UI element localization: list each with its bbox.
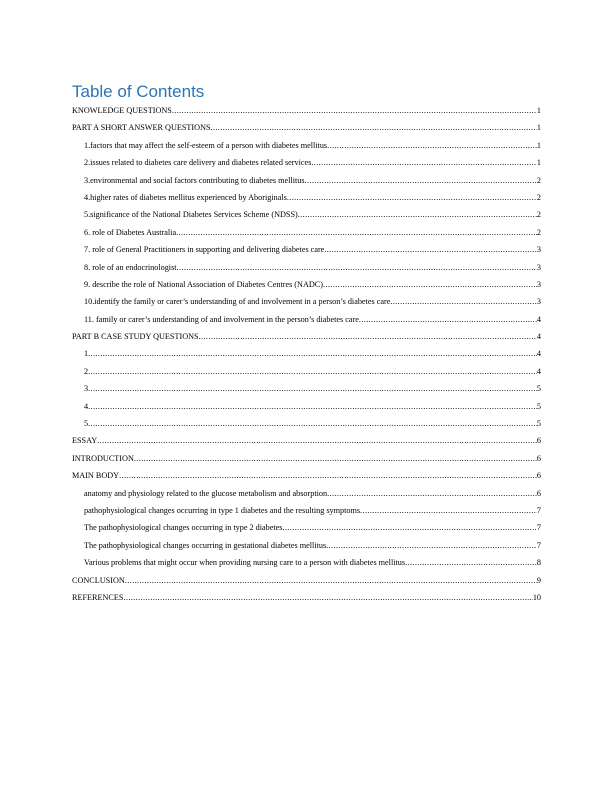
toc-entry-text: MAIN BODY (72, 471, 120, 481)
toc-entry[interactable] (72, 260, 541, 277)
toc-entry[interactable] (72, 312, 541, 329)
toc-entry-text: The pathophysiological changes occurring in type 2 diabetes (84, 523, 283, 533)
toc-leader-dots (324, 242, 537, 257)
toc-entry-text: 2 (84, 366, 89, 376)
toc-leader-dots (359, 312, 537, 327)
toc-page-number: 4 (536, 314, 541, 324)
toc-entry[interactable] (72, 277, 541, 294)
toc-entry-text: 3 (84, 384, 89, 394)
toc-page-number: 6 (536, 471, 541, 481)
toc-entry-text: Various problems that might occur when providing nursing care to a person with diabetes mellitus (84, 558, 406, 568)
toc-entry-text: KNOWLEDGE QUESTIONS (72, 106, 172, 115)
toc-page-number: 2 (536, 175, 541, 185)
toc-entry-text: 10.identify the family or carer’s understanding of and involvement in a person’s diabetes care (84, 297, 391, 307)
toc-page-number: 7 (536, 540, 541, 550)
toc-leader-dots (177, 260, 537, 275)
toc-page-number: 7 (536, 523, 541, 533)
toc-leader-dots (119, 468, 537, 483)
toc-page-number: 3 (536, 262, 541, 272)
toc-page-number: 10 (532, 592, 541, 602)
toc-entry[interactable] (72, 433, 541, 450)
toc-leader-dots (405, 555, 537, 570)
toc-entry[interactable] (72, 242, 541, 259)
toc-entry-text: PART B CASE STUDY QUESTIONS (72, 332, 199, 342)
toc-page-number: 5 (536, 401, 541, 411)
toc-entry[interactable] (72, 294, 541, 311)
toc-entry[interactable] (72, 381, 541, 398)
toc-entry[interactable] (72, 538, 541, 555)
toc-entry-text: The pathophysiological changes occurring in gestational diabetes mellitus (84, 540, 327, 550)
toc-leader-dots (88, 399, 537, 414)
toc-entry-text: 4 (84, 401, 89, 411)
toc-leader-dots (360, 503, 537, 518)
toc-entry[interactable] (72, 590, 541, 607)
toc-leader-dots (172, 103, 537, 118)
toc-page-number: 6 (536, 436, 541, 446)
toc-leader-dots (88, 346, 537, 361)
toc-page-number: 1 (536, 106, 541, 115)
toc-page-number: 4 (536, 349, 541, 359)
toc-entry[interactable] (72, 520, 541, 537)
toc-entry[interactable] (72, 173, 541, 190)
toc-leader-dots (390, 294, 537, 309)
toc-entry-text: 9. describe the role of National Association of Diabetes Centres (NADC) (84, 279, 323, 289)
table-of-contents (72, 103, 541, 607)
toc-page-number: 8 (536, 558, 541, 568)
toc-entry[interactable] (72, 468, 541, 485)
toc-page-number: 1 (536, 123, 541, 133)
toc-entry-text: PART A SHORT ANSWER QUESTIONS (72, 123, 211, 133)
toc-entry-text: 6. role of Diabetes Australia (84, 227, 177, 237)
toc-leader-dots (123, 590, 532, 605)
toc-entry-text: 1.factors that may affect the self-esteem of a person with diabetes mellitus (84, 140, 328, 150)
toc-entry-text: CONCLUSION (72, 575, 125, 585)
toc-page-number: 7 (536, 505, 541, 515)
toc-page-number: 1 (536, 140, 541, 150)
toc-entry[interactable] (72, 155, 541, 172)
toc-entry[interactable] (72, 451, 541, 468)
toc-entry[interactable] (72, 207, 541, 224)
toc-page-number: 2 (536, 192, 541, 202)
toc-entry-text: INTRODUCTION (72, 453, 134, 463)
toc-entry[interactable] (72, 555, 541, 572)
toc-leader-dots (134, 451, 537, 466)
toc-leader-dots (125, 573, 537, 588)
toc-page-number: 1 (536, 158, 541, 168)
toc-entry-text: pathophysiological changes occurring in type 1 diabetes and the resulting symptoms (84, 505, 361, 515)
toc-entry-text: 2.issues related to diabetes care delivery and diabetes related services (84, 158, 312, 168)
toc-entry[interactable] (72, 120, 541, 137)
toc-leader-dots (327, 138, 537, 153)
toc-entry[interactable] (72, 329, 541, 346)
toc-page-number: 9 (536, 575, 541, 585)
toc-entry[interactable] (72, 103, 541, 120)
toc-entry-text: 3.environmental and social factors contributing to diabetes mellitus (84, 175, 305, 185)
toc-page-number: 5 (536, 384, 541, 394)
toc-leader-dots (88, 416, 537, 431)
toc-entry-text: 5 (84, 419, 89, 429)
toc-page-number: 2 (536, 227, 541, 237)
toc-page-number: 6 (536, 488, 541, 498)
toc-page-number: 4 (536, 366, 541, 376)
toc-entry[interactable] (72, 573, 541, 590)
toc-leader-dots (97, 433, 537, 448)
toc-leader-dots (323, 277, 537, 292)
toc-leader-dots (283, 520, 537, 535)
toc-entry[interactable] (72, 225, 541, 242)
toc-page-number: 3 (536, 245, 541, 255)
toc-title: Table of Contents (72, 82, 205, 101)
toc-entry-text: 4.higher rates of diabetes mellitus experienced by Aboriginals (84, 192, 287, 202)
toc-page-number: 3 (536, 297, 541, 307)
toc-entry[interactable] (72, 346, 541, 363)
toc-page-number: 4 (536, 332, 541, 342)
toc-entry[interactable] (72, 486, 541, 503)
toc-page-number: 5 (536, 419, 541, 429)
toc-leader-dots (298, 207, 537, 222)
toc-leader-dots (211, 120, 537, 135)
toc-entry-text: 11. family or carer’s understanding of and involvement in the person’s diabetes care (84, 314, 359, 324)
toc-entry[interactable] (72, 416, 541, 433)
toc-entry-text: 5.significance of the National Diabetes Services Scheme (NDSS) (84, 210, 298, 220)
toc-entry-text: 7. role of General Practitioners in supporting and delivering diabetes care (84, 245, 325, 255)
toc-entry[interactable] (72, 138, 541, 155)
toc-entry-text: anatomy and physiology related to the glucose metabolism and absorption (84, 488, 328, 498)
toc-leader-dots (327, 486, 537, 501)
toc-leader-dots (176, 225, 537, 240)
toc-entry-text: REFERENCES (72, 592, 124, 602)
toc-page-number: 3 (536, 279, 541, 289)
toc-entry[interactable] (72, 399, 541, 416)
toc-leader-dots (326, 538, 537, 553)
toc-leader-dots (305, 173, 537, 188)
toc-entry-text: ESSAY (72, 436, 98, 446)
toc-entry[interactable] (72, 190, 541, 207)
toc-leader-dots (88, 381, 537, 396)
toc-page-number: 6 (536, 453, 541, 463)
toc-page-number: 2 (536, 210, 541, 220)
toc-leader-dots (199, 329, 537, 344)
toc-entry[interactable] (72, 503, 541, 520)
toc-leader-dots (287, 190, 537, 205)
toc-leader-dots (88, 364, 537, 379)
toc-entry-text: 8. role of an endocrinologist (84, 262, 177, 272)
toc-entry[interactable] (72, 364, 541, 381)
toc-leader-dots (311, 155, 537, 170)
toc-entry-text: 1 (84, 349, 89, 359)
